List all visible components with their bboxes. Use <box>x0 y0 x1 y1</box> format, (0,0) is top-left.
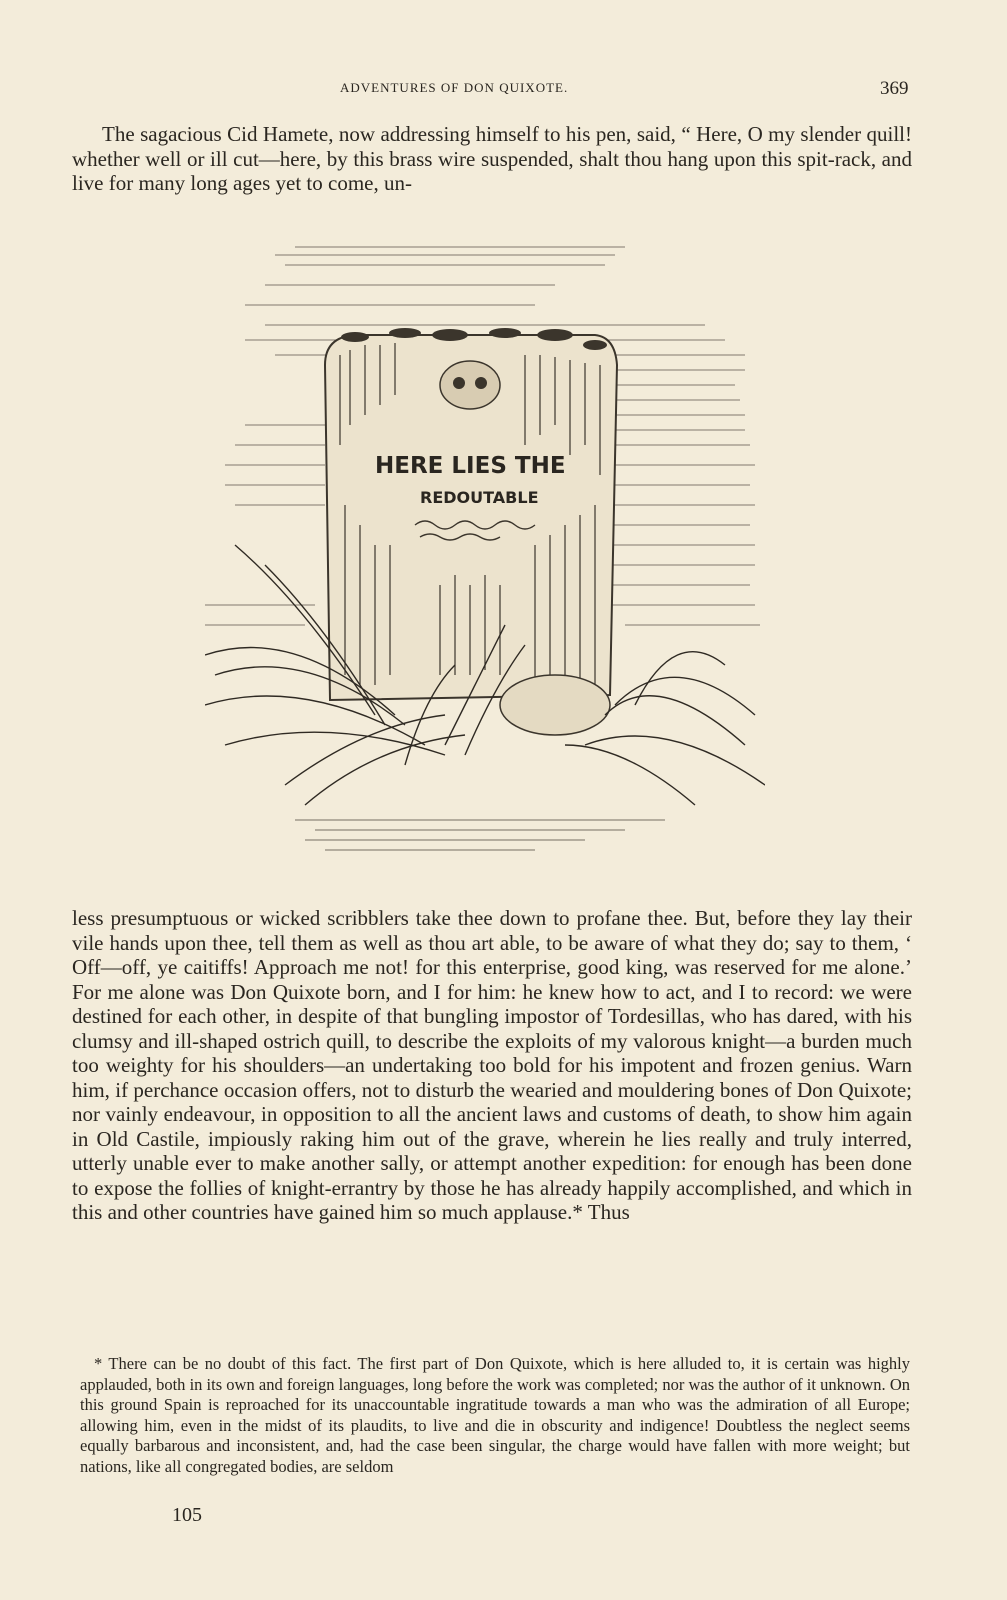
signature-mark: 105 <box>172 1504 202 1526</box>
footnote: * There can be no doubt of this fact. The first part of Don Quixote, which is here alluded to, it is certain was highly applauded, both in its own and foreign languages, long before the work was completed; nor was the author of it unknown. On this ground Spain is reproached for its unaccountable ingratitude towards a man who was the admiration of all Europe; allowing him, even in the midst of its plaudits, to live and die in obscurity and indigence! Doubtless the neglect seems equally barbarous and inconsistent, and, had the case been singular, the charge would have fallen with more weight; but nations, like all congregated bodies, are seldom <box>80 1354 910 1476</box>
inscription-line-1: HERE LIES THE <box>375 453 566 479</box>
tombstone-illustration <box>205 245 765 860</box>
boulder <box>500 675 610 735</box>
page-number: 369 <box>880 78 909 99</box>
inscription-line-2: REDOUTABLE <box>420 488 539 507</box>
running-head: ADVENTURES OF DON QUIXOTE. <box>340 80 569 95</box>
ground-hatching <box>295 820 665 850</box>
body-paragraph-bottom: less presumptuous or wicked scribblers take thee down to profane thee. But, before they lay their vile hands upon thee, tell them as well as thou art able, to be aware of what they do; say to them, ‘ Off—off, ye caitiffs! Approach me not! for this enterprise, good king, was reserved for me alone.’ For me alone was Don Quixote born, and I for him: he knew how to act, and I to record: we were destined for each other, in despite of that bungling impostor of Tordesillas, who has dared, with his clumsy and ill-shaped ostrich quill, to describe the exploits of my valorous knight—a burden much too weighty for his shoulders—an undertaking too bold for his impotent and frozen genius. Warn him, if perchance occasion offers, not to disturb the wearied and mouldering bones of Don Quixote; nor vainly endeavour, in opposition to all the ancient laws and customs of death, to show him again in Old Castile, impiously raking him out of the grave, wherein he lies really and truly interred, utterly unable ever to make another sally, or attempt another expedition: for enough has been done to expose the follies of knight-errantry by those he has already happily accomplished, and which in this and other countries have gained him so much applause.* Thus <box>72 906 912 1224</box>
body-paragraph-top: The sagacious Cid Hamete, now addressing himself to his pen, said, “ Here, O my slender quill! whether well or ill cut—here, by this brass wire suspended, shalt thou hang upon this spit-rack, and live for many long ages yet to come, un- <box>72 122 912 195</box>
tombstone <box>325 328 617 700</box>
